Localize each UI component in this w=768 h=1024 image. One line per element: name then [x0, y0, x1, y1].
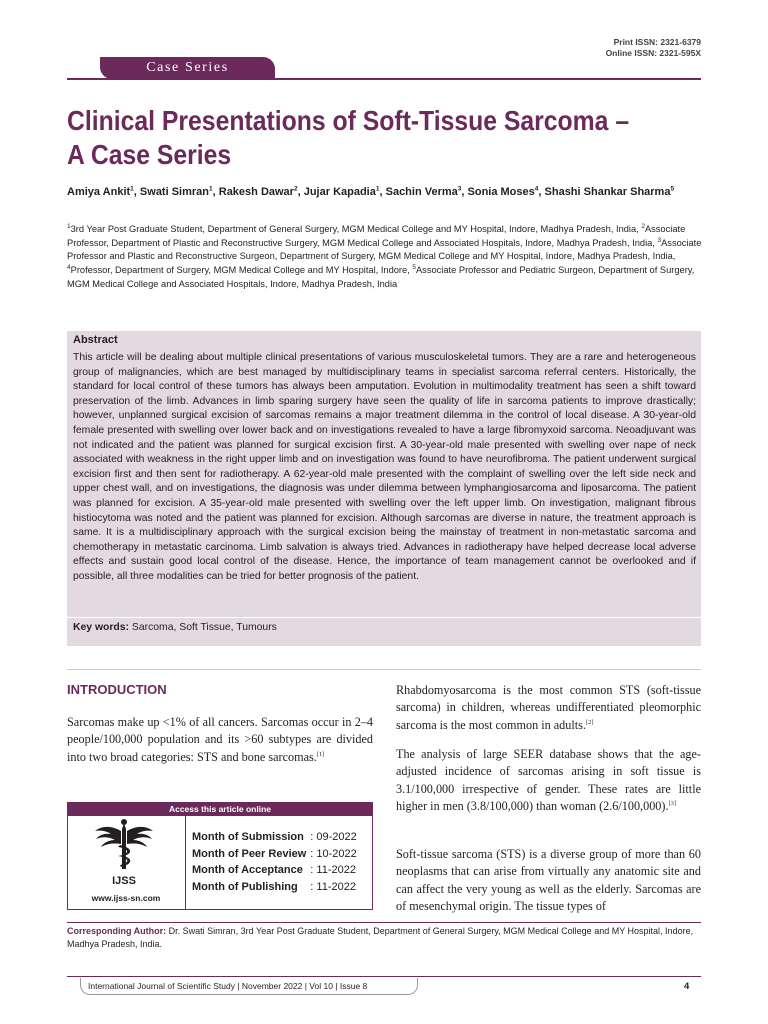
access-heading: Access this article online — [67, 802, 373, 816]
date-row — [192, 829, 357, 846]
date-label: Month of Peer Review — [192, 847, 307, 860]
author-affiliation-ref: 2 — [293, 185, 298, 193]
corresponding-text: Dr. Swati Simran, 3rd Year Post Graduate Student, Department of General Surgery, MGM Medical College and MY Hospital, Indore, Madhya Pradesh, India. — [67, 926, 694, 949]
corresponding-label: Corresponding Author: — [67, 926, 167, 936]
date-value: : 11-2022 — [310, 880, 356, 893]
affiliation-marker: 3 — [657, 236, 662, 244]
affiliation-text: Associate Professor and Pediatric Surgeon, Department of Surgery, MGM Medical College and Associated Hospitals, Indore, Madhya Pradesh, India — [67, 265, 695, 289]
intro-text: Sarcomas make up <1% of all cancers. Sarcomas occur in 2–4 people/100,000 population and its >60 subtypes are divided into two broad categories: STS and bone sarcomas. — [67, 715, 373, 764]
author-affiliation-ref: 3 — [457, 185, 462, 193]
intro-paragraph — [67, 714, 373, 766]
author-name: Shashi Shankar Sharma — [544, 186, 671, 198]
corresponding-rule — [67, 922, 701, 923]
author-name: Rakesh Dawar — [218, 186, 294, 198]
date-value: : 10-2022 — [310, 847, 357, 860]
keywords-value: Sarcoma, Soft Tissue, Tumours — [131, 622, 277, 633]
author-affiliation-ref: 5 — [670, 185, 675, 193]
publication-dates — [192, 829, 357, 895]
paragraph-text: Soft-tissue sarcoma (STS) is a diverse group of more than 60 neoplasms that can arise from virtually any anatomic site and can affect the very young as well as the elderly. Sarcomas are of mesenchymal origin. The tissue types of — [396, 847, 701, 913]
right-paragraph-3 — [396, 846, 701, 915]
print-issn: Print ISSN: 2321-6379 — [613, 37, 701, 47]
abstract-heading: Abstract — [73, 334, 118, 346]
logo-text: IJSS — [112, 875, 136, 887]
section-rule — [67, 669, 701, 670]
date-label: Month of Submission — [192, 831, 304, 843]
citation-ref[interactable]: [3] — [668, 799, 677, 807]
citation-ref[interactable]: [1] — [316, 750, 325, 758]
date-row — [192, 846, 357, 863]
article-title: Clinical Presentations of Soft-Tissue Sarcoma – A Case Series — [67, 105, 630, 170]
author-name: Amiya Ankit — [67, 186, 131, 198]
right-paragraph-1 — [396, 682, 701, 734]
paragraph-text: Rhabdomyosarcoma is the most common STS (soft-tissue sarcoma) in children, whereas undifferentiated pleomorphic sarcoma is the most common in adults. — [396, 683, 701, 732]
affiliation-marker: 4 — [67, 264, 71, 272]
keywords — [73, 622, 277, 633]
author-name: Jujar Kapadia — [303, 186, 376, 198]
abstract-text: This article will be dealing about multiple clinical presentations of various musculoskeletal tumors. They are a rare and heterogeneous group of malignancies, which are best managed by multidisciplinary teams in specialist sarcoma referral centers. Historically, the standard for local control of these tumors has always been amputation. Evolution in multimodality treatment has seen a shift toward preservation of the limb. Advances in limb sparing surgery have seen the quality of life in sarcoma patients to improve drastically; however, unplanned surgical excision of sarcomas remains a major treatment dilemma in the control of local disease. A 30-year-old female presented with swelling over lower back and on investigations revealed to have a large fibromyxoid sarcoma. Neoadjuvant was not indicated and the patient was planned for surgical excision first. A 30-year-old male presented with swelling over nape of neck associated with weakness in the right upper limb and on investigation was found to have neurofibroma. The patient underwent surgical excision first and then sent for radiotherapy. A 62-year-old male presented with the complaint of swelling over the left side neck and upper chest wall, and on investigations, the diagnosis was under dilemma between lymphangiosarcoma and liposarcoma. The patient was planned for excision. A 35-year-old male presented with swelling over the left upper limb. On investigation, malignant fibrous histiocytoma was noted and the patient was planned for excision. Although sarcomas are diverse in nature, the treatment approach is same. It is a multidisciplinary approach with the surgical excision being the mainstay of treatment in non-metastatic sarcoma and chemotherapy in metastatic carcinoma. Limb salvation is always tried. Advances in radiotherapy have helped decrease local adverse effects and sustain good local control of the disease. Hence, the importance of team management cannot be overlooked and if possible, all three modalities can be tried for better prognosis of the patient. — [73, 352, 696, 582]
keywords-label: Key words: — [73, 622, 130, 633]
author-name: Sachin Verma — [385, 186, 458, 198]
date-row — [192, 879, 357, 896]
affiliation-text: Professor, Department of Surgery, MGM Medical College and MY Hospital, Indore, — [70, 265, 413, 276]
online-issn: Online ISSN: 2321-595X — [605, 48, 701, 58]
date-value: : 09-2022 — [310, 831, 357, 843]
date-label: Month of Acceptance — [192, 864, 303, 876]
affiliation-marker: 2 — [641, 222, 645, 230]
affiliation-text: 3rd Year Post Graduate Student, Department of General Surgery, MGM Medical College and MY Hospital, Indore, Madhya Pradesh, India, — [70, 224, 642, 234]
author-affiliation-ref: 4 — [534, 185, 539, 193]
access-divider — [185, 816, 186, 910]
page-number: 4 — [684, 981, 690, 992]
author-affiliation-ref: 1 — [209, 185, 213, 193]
author-name: Swati Simran — [139, 186, 209, 198]
ijss-logo — [93, 817, 155, 889]
journal-website[interactable]: www.ijss-sn.com — [91, 893, 161, 903]
author-name: Sonia Moses — [467, 186, 535, 198]
date-value: : 11-2022 — [310, 864, 356, 876]
date-row — [192, 862, 357, 879]
corresponding-author — [67, 925, 701, 950]
abstract-separator — [67, 617, 701, 618]
intro-heading: INTRODUCTION — [67, 682, 167, 697]
header-divider — [67, 78, 701, 80]
right-paragraph-2 — [396, 746, 701, 815]
date-label: Month of Publishing — [192, 880, 298, 893]
author-affiliation-ref: 1 — [375, 185, 380, 193]
affiliation-text: Associate Professor, Department of Plastic and Reconstructive Surgery, MGM Medical College and Associated Hospitals, Indore, Madhya Pradesh, India, — [67, 224, 686, 248]
paragraph-text: The analysis of large SEER database shows that the age-adjusted incidence of sarcomas arising in soft tissue is 3.1/100,000 irrespective of gender. These rates are little higher in men (3.8/100,000) than woman (2.6/100,000). — [396, 747, 701, 813]
affiliation-marker: 1 — [67, 222, 71, 230]
footer-rule — [67, 976, 701, 977]
affiliations — [67, 223, 707, 292]
affiliation-text: Associate Professor and Plastic and Reconstructive Surgeon, Department of Surgery, MGM Medical College and MY Hospital, Indore, Madhya Pradesh, India, — [67, 237, 702, 262]
footer-journal: International Journal of Scientific Study | November 2022 | Vol 10 | Issue 8 — [88, 981, 368, 991]
author-affiliation-ref: 1 — [130, 185, 134, 193]
author-list: Amiya Ankit$^1$, Swati Simran$^1$, Rakesh Dawar$^2$, Jujar Kapadia$^1$, Sachin Verma$^3$, Sonia Moses$^4$, Shashi Shankar Sharma$^5$ — [67, 185, 675, 198]
citation-ref[interactable]: [2] — [585, 718, 594, 726]
section-badge: Case Series — [100, 57, 275, 79]
affiliation-marker: 5 — [412, 264, 416, 272]
